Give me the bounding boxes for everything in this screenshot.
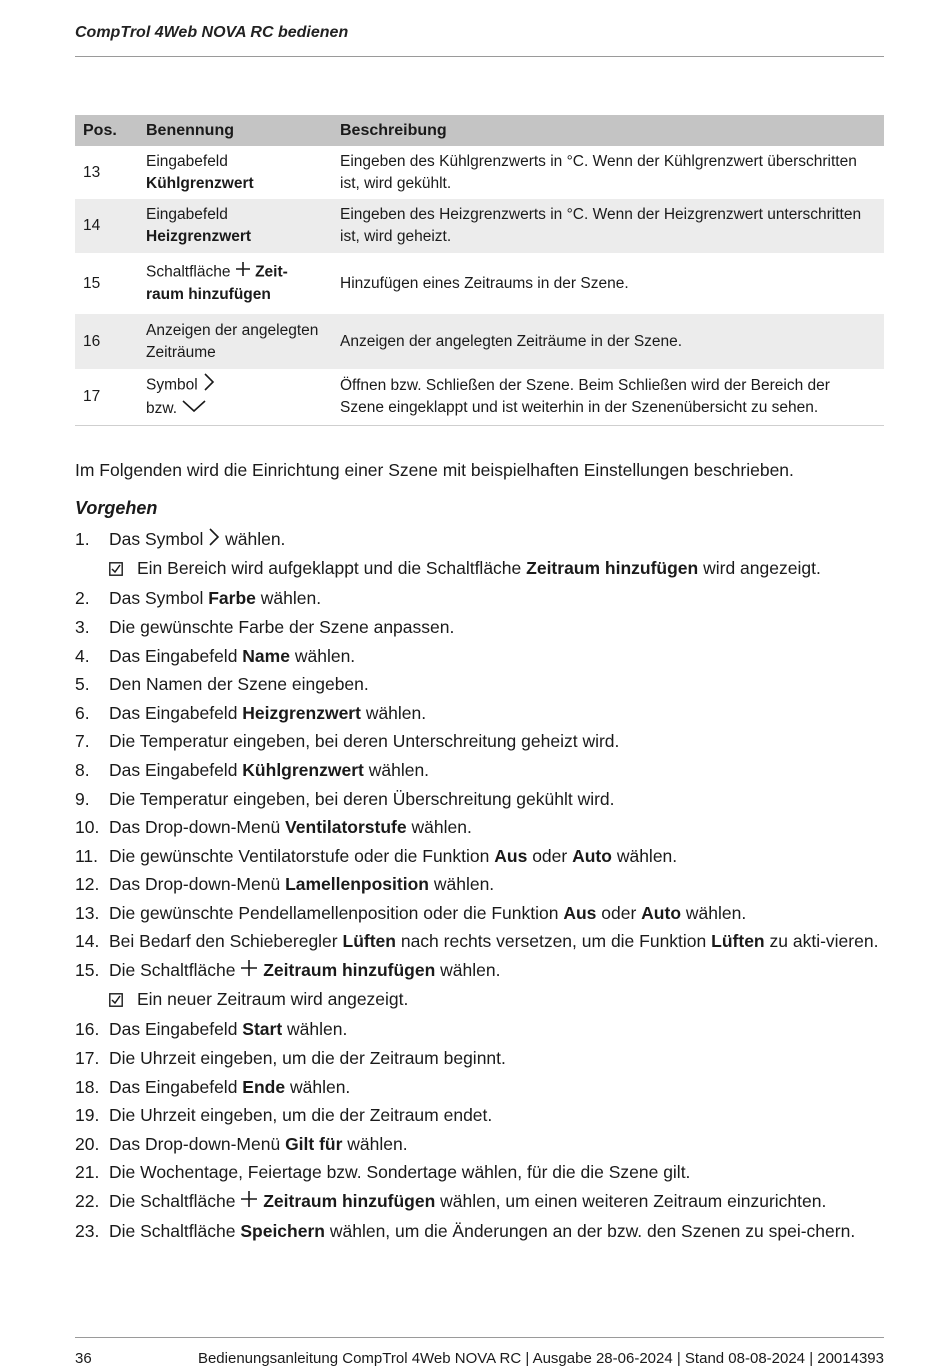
table-header-row: [75, 115, 884, 146]
step-text: wählen, um einen weiteren Zeitraum einzurichten.: [440, 1190, 827, 1211]
list-item: [75, 1017, 884, 1041]
row-name: Anzeigen der angelegten Zeiträume: [138, 314, 332, 369]
step-result: [109, 987, 884, 1012]
row-pos: 17: [75, 369, 138, 425]
step-text: wählen.: [433, 874, 495, 895]
table-row: [75, 369, 884, 425]
step-bold: Kühlgrenzwert: [242, 759, 364, 780]
list-item: [75, 527, 884, 582]
list-item: [75, 1132, 884, 1156]
page-number: 36: [75, 1350, 92, 1367]
step-text: Das Eingabefeld: [109, 759, 238, 780]
step-text: Die Wochentage, Feiertage bzw. Sondertage wählen, für die die Szene gilt.: [109, 1162, 691, 1183]
checkbox-checked-icon: [109, 989, 129, 1013]
row-description: Hinzufügen eines Zeitraums in der Szene.: [340, 274, 629, 292]
step-number: 7.: [75, 731, 90, 752]
step-text: Den Namen der Szene eingeben.: [109, 674, 369, 695]
step-text: wählen.: [616, 845, 678, 866]
table-row: [75, 199, 884, 253]
row-description: Eingeben des Heizgrenzwerts in °C. Wenn der Heizgrenzwert unterschritten ist, wird geheizt.: [332, 199, 884, 253]
step-text: wählen.: [368, 759, 430, 780]
footer-text: Bedienungsanleitung CompTrol 4Web NOVA RC | Ausgabe 28-06-2024 | Stand 08-08-2024 | 20014393: [197, 1350, 884, 1367]
row-name: [138, 369, 332, 425]
step-text: wählen.: [289, 1076, 351, 1097]
step-text: Das Drop-down-Menü: [109, 817, 281, 838]
step-text: wählen.: [411, 817, 472, 838]
step-text: Die gewünschte Ventilatorstufe oder die Funktion: [109, 845, 490, 866]
step-text: Die Schaltfläche: [109, 1190, 236, 1211]
step-text: Das Drop-down-Menü: [109, 1133, 281, 1154]
name-bold: Heizgrenzwert: [146, 228, 252, 245]
step-bold: Aus: [563, 902, 597, 923]
plus-icon: [240, 1190, 258, 1214]
intro-paragraph: Im Folgenden wird die Einrichtung einer Szene mit beispielhaften Einstellungen beschrieben.: [75, 460, 794, 480]
step-bold: Lüften: [342, 931, 396, 952]
step-text: wählen, um die Änderungen an der bzw. den Szenen zu spei-chern.: [329, 1220, 856, 1241]
table-row: [75, 253, 884, 314]
step-text: wählen.: [685, 902, 747, 923]
step-text: Die Schaltfläche: [109, 960, 236, 981]
checkbox-checked-icon: [109, 558, 129, 582]
step-bold: Farbe: [208, 588, 256, 609]
name-bold-a: Zeit-: [255, 263, 288, 281]
step-number: 19.: [75, 1105, 100, 1126]
step-text: Das Eingabefeld: [109, 1076, 238, 1097]
step-number: 1.: [75, 529, 90, 549]
step-bold: Ende: [242, 1076, 286, 1097]
table-row: [75, 314, 884, 369]
step-text: Das Eingabefeld: [109, 1019, 238, 1040]
list-item: [75, 758, 884, 782]
step-text: Die Schaltfläche: [109, 1220, 236, 1241]
column-header-description: Beschreibung: [332, 115, 884, 146]
step-number: 6.: [75, 702, 90, 723]
name-prefix: Eingabefeld: [146, 152, 228, 170]
step-number: 16.: [75, 1019, 100, 1040]
step-text: wählen.: [287, 1019, 348, 1040]
list-item: [75, 1219, 884, 1243]
plus-icon: [240, 959, 258, 983]
step-bold: Lamellenposition: [285, 874, 429, 895]
list-item: [75, 872, 884, 896]
step-number: 3.: [75, 616, 90, 637]
list-item: [75, 815, 884, 839]
table-row: [75, 146, 884, 199]
row-pos: 13: [83, 163, 101, 181]
step-text: wählen.: [294, 645, 356, 666]
list-item: [75, 1160, 884, 1184]
list-item: [75, 958, 884, 1013]
name-prefix: Schaltfläche: [146, 263, 231, 281]
list-item: [75, 729, 884, 753]
result-text: Ein neuer Zeitraum wird angezeigt.: [137, 989, 409, 1010]
step-number: 8.: [75, 759, 90, 780]
step-number: 22.: [75, 1190, 100, 1211]
step-text: wählen.: [440, 960, 501, 981]
column-header-name: Benennung: [138, 115, 332, 146]
step-bold: Auto: [572, 845, 612, 866]
step-text: oder: [601, 902, 637, 923]
step-text: Die gewünschte Farbe der Szene anpassen.: [109, 616, 455, 637]
list-item: [75, 929, 884, 953]
step-text: Bei Bedarf den Schieberegler: [109, 931, 338, 952]
list-item: [75, 644, 884, 668]
row-description: Eingeben des Kühlgrenzwerts in °C. Wenn der Kühlgrenzwert überschritten ist, wird gekühlt.: [340, 152, 857, 192]
step-bold: Aus: [494, 845, 528, 866]
step-bold: Lüften: [711, 931, 765, 952]
step-bold: Zeitraum hinzufügen: [263, 1190, 436, 1211]
step-bold: Name: [242, 645, 290, 666]
step-text: Die Temperatur eingeben, bei deren Unterschreitung geheizt wird.: [109, 731, 620, 752]
list-item: [75, 1189, 884, 1214]
name-b: bzw.: [146, 400, 178, 418]
row-description: Anzeigen der angelegten Zeiträume in der Szene.: [332, 314, 884, 369]
step-number: 5.: [75, 674, 90, 695]
row-pos: 15: [83, 274, 101, 292]
list-item: [75, 615, 884, 639]
column-header-pos: Pos.: [75, 115, 138, 146]
list-item: [75, 672, 884, 696]
step-text: Das Symbol: [109, 588, 204, 609]
step-text: Das Eingabefeld: [109, 702, 238, 723]
step-text: Die Uhrzeit eingeben, um die der Zeitraum beginnt.: [109, 1048, 506, 1068]
step-text: Das Drop-down-Menü: [109, 874, 281, 895]
step-result: [109, 556, 884, 581]
running-header: CompTrol 4Web NOVA RC bedienen: [75, 24, 349, 41]
position-table: [75, 115, 884, 426]
step-text: zu akti-vieren.: [769, 931, 879, 952]
row-name: [138, 146, 332, 199]
footer-divider: [75, 1337, 884, 1338]
step-number: 15.: [75, 960, 100, 981]
step-text: wählen.: [365, 702, 427, 723]
step-bold: Auto: [641, 902, 682, 923]
step-text: Das Eingabefeld: [109, 645, 238, 666]
step-number: 21.: [75, 1162, 100, 1183]
step-text: wählen.: [225, 529, 286, 549]
result-bold: Zeitraum hinzufügen: [526, 558, 699, 579]
step-text: oder: [532, 845, 568, 866]
chevron-down-icon: [181, 398, 207, 420]
step-number: 4.: [75, 645, 90, 666]
step-bold: Speichern: [240, 1220, 325, 1241]
chevron-right-icon: [202, 373, 216, 398]
step-text: wählen.: [347, 1133, 408, 1154]
list-item: [75, 586, 884, 610]
name-bold-b: raum hinzufügen: [146, 286, 271, 303]
step-text: wählen.: [260, 588, 322, 609]
row-description: Öffnen bzw. Schließen der Szene. Beim Schließen wird der Bereich der Szene eingeklappt und ist weiterhin in der Szenenübersicht zu sehen.: [332, 369, 884, 425]
step-text: nach rechts versetzen, um die Funktion: [400, 931, 707, 952]
step-bold: Ventilatorstufe: [285, 817, 407, 838]
step-bold: Gilt für: [285, 1133, 343, 1154]
step-number: 2.: [75, 588, 90, 609]
step-number: 9.: [75, 788, 90, 809]
step-number: 10.: [75, 817, 100, 838]
step-text: Das Symbol: [109, 529, 204, 549]
step-number: 11.: [75, 845, 99, 866]
step-text: Die Temperatur eingeben, bei deren Überschreitung gekühlt wird.: [109, 788, 615, 809]
step-number: 18.: [75, 1076, 100, 1097]
step-number: 13.: [75, 902, 100, 923]
step-bold: Start: [242, 1019, 283, 1040]
step-text: Die gewünschte Pendellamellenposition oder die Funktion: [109, 902, 559, 923]
result-text: Ein Bereich wird aufgeklappt und die Schaltfläche: [137, 558, 522, 579]
step-bold: Heizgrenzwert: [242, 702, 361, 723]
name-prefix: Eingabefeld: [146, 206, 228, 223]
step-number: 17.: [75, 1048, 100, 1068]
step-text: Die Uhrzeit eingeben, um die der Zeitraum endet.: [109, 1105, 493, 1126]
procedure-heading: Vorgehen: [75, 498, 158, 518]
list-item: [75, 787, 884, 811]
row-name: [138, 253, 332, 314]
plus-icon: [235, 261, 251, 284]
list-item: [75, 844, 884, 868]
procedure-steps: [75, 527, 884, 1248]
step-bold: Zeitraum hinzufügen: [263, 960, 436, 981]
chevron-right-icon: [208, 528, 220, 552]
name-bold: Kühlgrenzwert: [146, 174, 254, 192]
list-item: [75, 1046, 884, 1070]
list-item: [75, 1103, 884, 1127]
list-item: [75, 701, 884, 725]
step-number: 23.: [75, 1220, 100, 1241]
list-item: [75, 1075, 884, 1099]
result-text: wird angezeigt.: [703, 558, 821, 579]
header-divider: [75, 56, 884, 57]
list-item: [75, 901, 884, 925]
row-pos: 14: [75, 199, 138, 253]
row-name: [138, 199, 332, 253]
step-number: 14.: [75, 931, 100, 952]
step-number: 12.: [75, 874, 100, 895]
step-number: 20.: [75, 1133, 100, 1154]
name-a: Symbol: [146, 376, 198, 394]
row-pos: 16: [75, 314, 138, 369]
